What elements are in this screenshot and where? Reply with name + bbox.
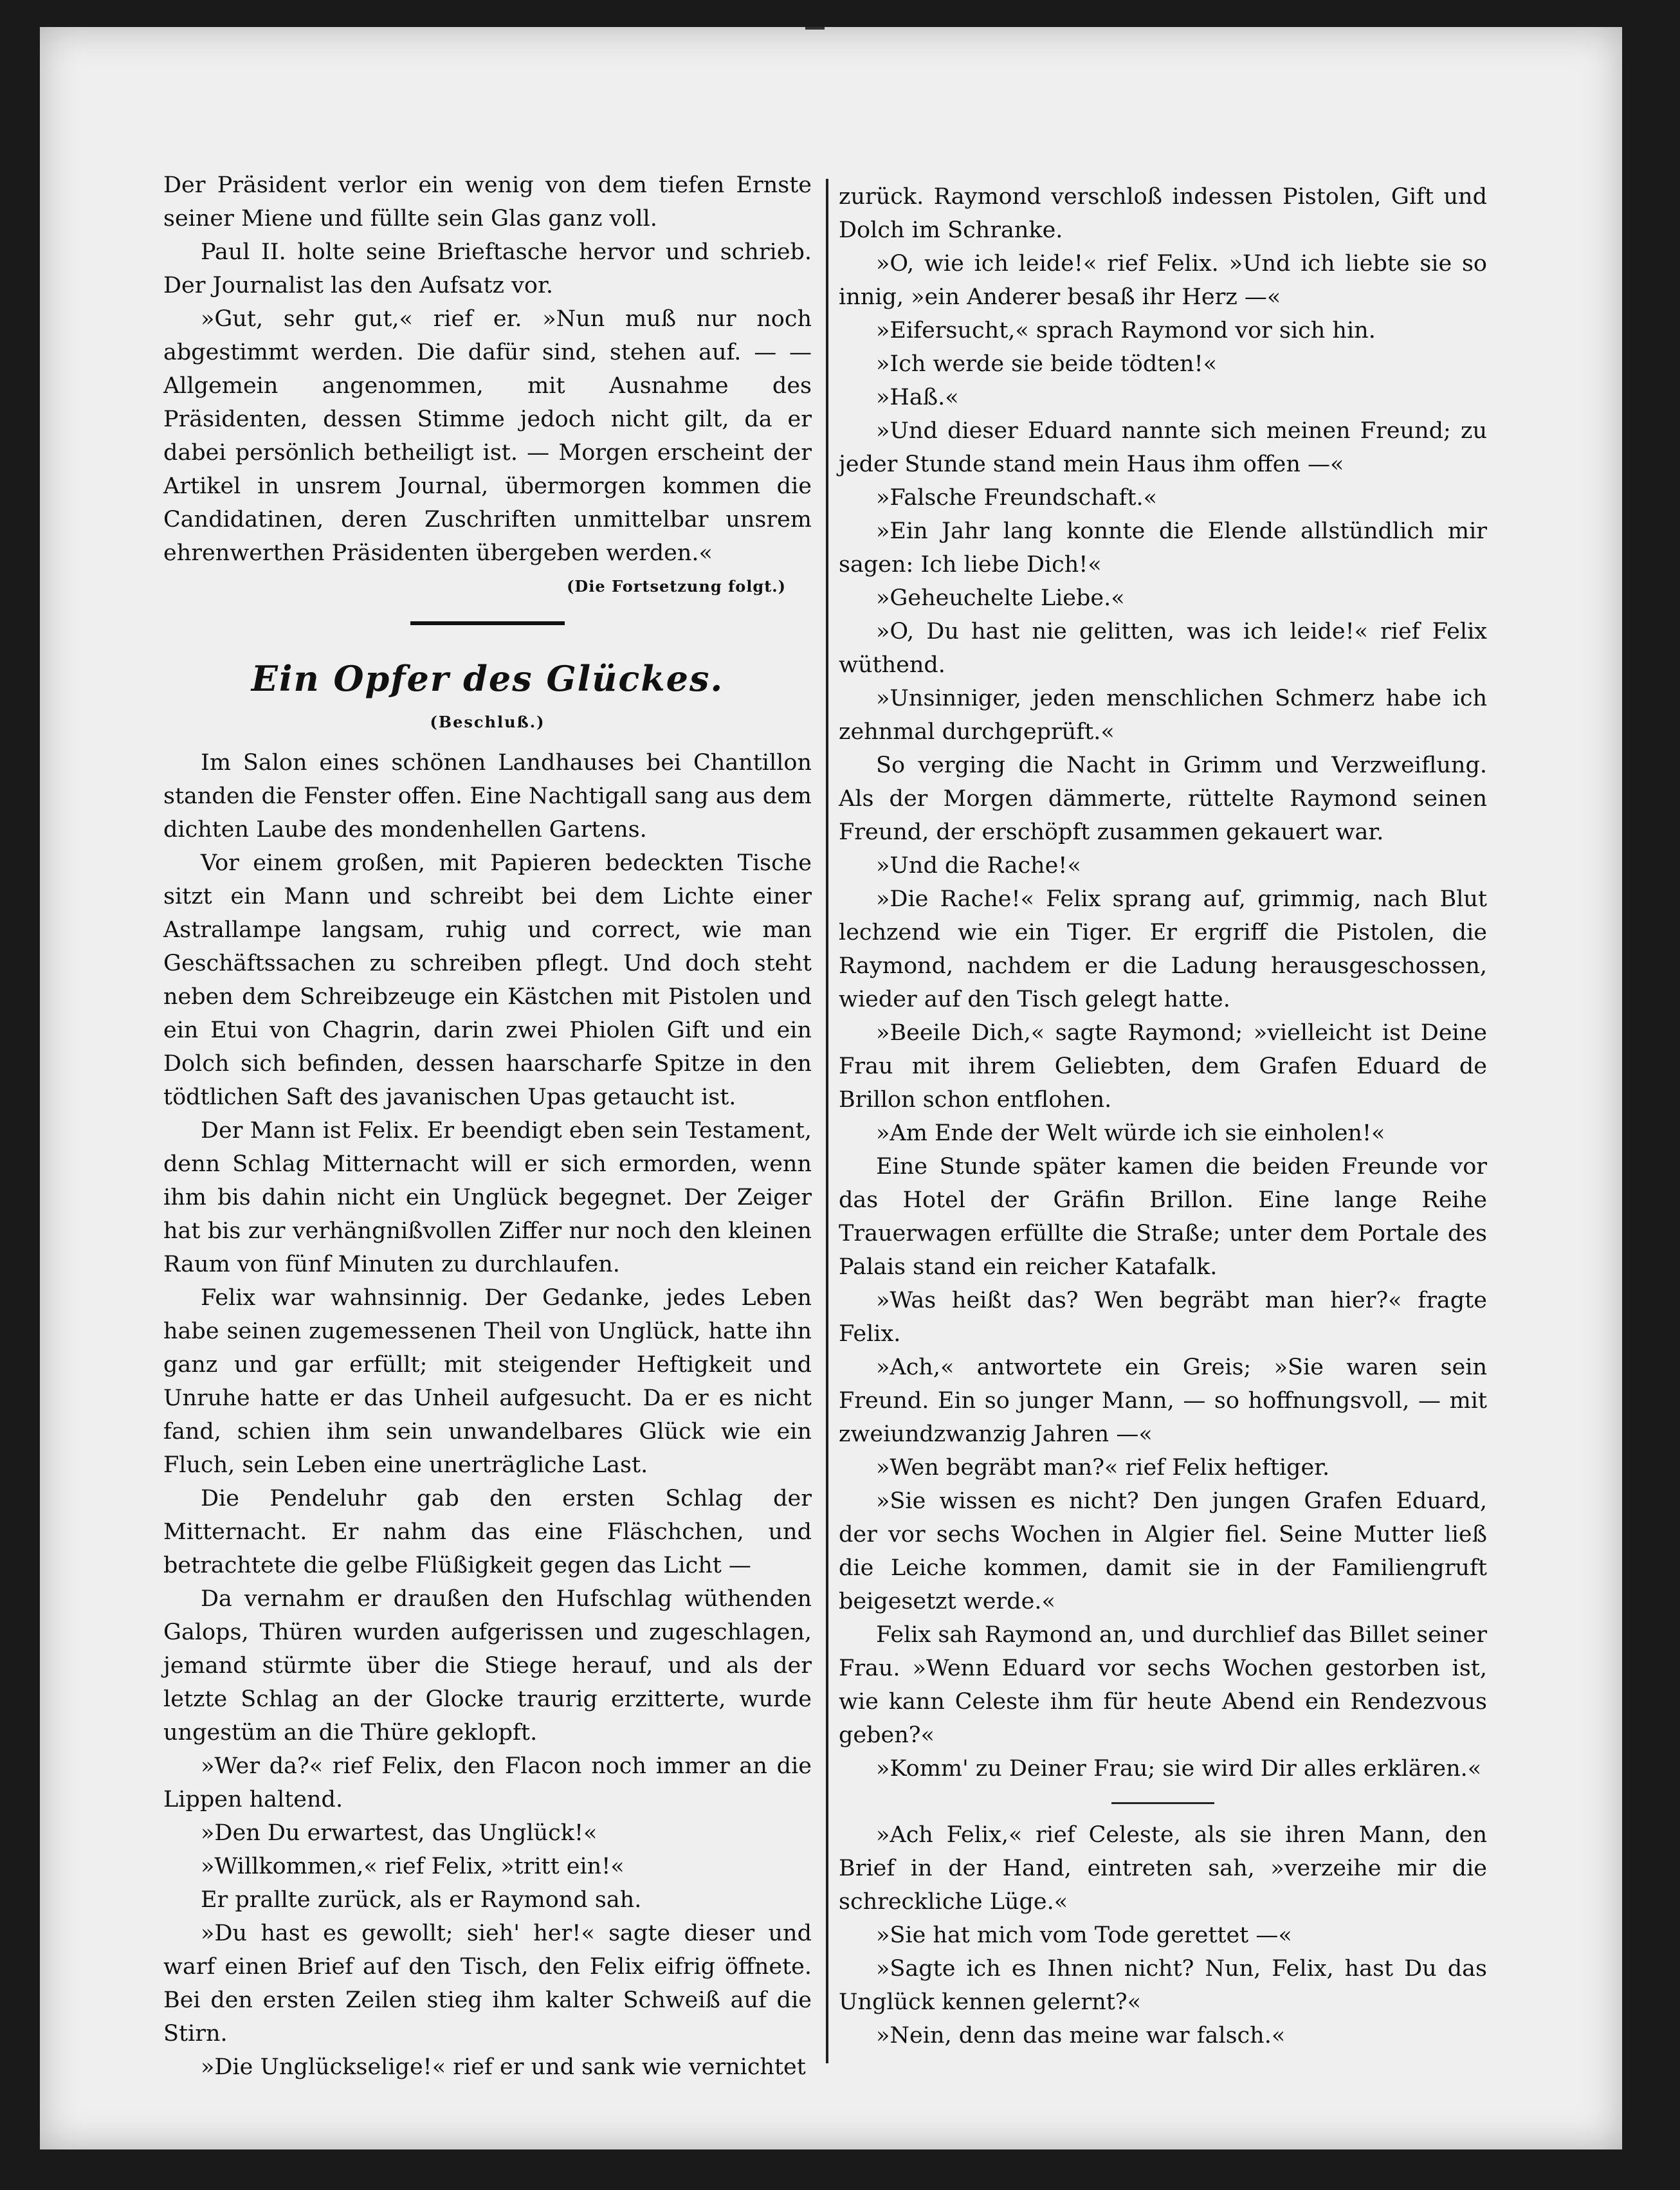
paragraph: Felix sah Raymond an, und durchlief das Billet seiner Frau. »Wenn Eduard vor sechs Wochen gestorben ist, wie kann Celeste ihm für heute Abend ein Rendezvous geben?« (839, 1622, 1487, 1748)
paragraph: »Die Rache!« Felix sprang auf, grimmig, nach Blut lechzend wie ein Tiger. Er ergriff die Pistolen, die Raymond, nachdem er die Ladung herausgeschossen, wieder auf den Tisch gelegt hatte. (839, 886, 1487, 1012)
paragraph: »Was heißt das? Wen begräbt man hier?« fragte Felix. (839, 1288, 1487, 1347)
paragraph: »O, wie ich leide!« rief Felix. »Und ich liebte sie so innig, »ein Anderer besaß ihr Herz —« (839, 251, 1487, 310)
section-separator (410, 621, 565, 625)
paragraph: »Sie hat mich vom Tode gerettet —« (876, 1922, 1292, 1948)
left-column (163, 169, 812, 2084)
paragraph: »Ein Jahr lang konnte die Elende allstündlich mir sagen: Ich liebe Dich!« (839, 518, 1487, 578)
paragraph: »Beeile Dich,« sagte Raymond; »vielleicht ist Deine Frau mit ihrem Geliebten, dem Grafen Eduard de Brillon schon entflohen. (839, 1020, 1487, 1113)
paragraph: Er prallte zurück, als er Raymond sah. (201, 1887, 642, 1913)
paragraph: »Sagte ich es Ihnen nicht? Nun, Felix, hast Du das Unglück kennen gelernt?« (839, 1956, 1487, 2015)
paragraph: »Willkommen,« rief Felix, »tritt ein!« (201, 1854, 625, 1879)
paragraph: So verging die Nacht in Grimm und Verzweiflung. Als der Morgen dämmerte, rüttelte Raymond seinen Freund, der erschöpft zusammen gekauert war. (839, 753, 1487, 845)
paragraph: »Falsche Freundschaft.« (876, 485, 1158, 511)
newspaper-page (40, 27, 1622, 2149)
paragraph: »Eifersucht,« sprach Raymond vor sich hin. (876, 318, 1376, 343)
paragraph: Im Salon eines schönen Landhauses bei Chantillon standen die Fenster offen. Eine Nachtigall sang aus dem dichten Laube des mondenhellen Gartens. (163, 750, 812, 843)
column-divider (826, 179, 828, 2063)
paragraph: Paul II. holte seine Brieftasche hervor und schrieb. Der Journalist las den Aufsatz vor. (163, 239, 812, 298)
right-column (839, 180, 1487, 2052)
paragraph: »Sie wissen es nicht? Den jungen Grafen Eduard, der vor sechs Wochen in Algier fiel. Seine Mutter ließ die Leiche kommen, damit sie in der Familiengruft beigesetzt werde.« (839, 1488, 1487, 1614)
paragraph: »Gut, sehr gut,« rief er. »Nun muß nur noch abgestimmt werden. Die dafür sind, stehen auf. — — Allgemein angenommen, mit Ausnahme des Präsidenten, dessen Stimme jedoch nicht gilt, da er dabei persönlich betheiligt ist. — Morgen erscheint der Artikel in unsrem Journal, übermorgen kommen die Candidatinen, deren Zuschriften unmittelbar unsrem ehrenwerthen Präsidenten übergeben werden.« (163, 306, 812, 566)
story-subtitle: (Beschluß.) (430, 713, 545, 731)
paragraph: Der Mann ist Felix. Er beendigt eben sein Testament, denn Schlag Mitternacht will er sich ermorden, wenn ihm bis dahin nicht ein Unglück begegnet. Der Zeiger hat bis zur verhängnißvollen Ziffer nur noch den kleinen Raum von fünf Minuten zu durchlaufen. (163, 1118, 812, 1277)
paragraph: »Unsinniger, jeden menschlichen Schmerz habe ich zehnmal durchgeprüft.« (839, 686, 1487, 745)
paragraph: »Ach,« antwortete ein Greis; »Sie waren sein Freund. Ein so junger Mann, — so hoffnungsvoll, — mit zweiundzwanzig Jahren —« (839, 1355, 1487, 1447)
paragraph: »Und dieser Eduard nannte sich meinen Freund; zu jeder Stunde stand mein Haus ihm offen —« (839, 418, 1487, 477)
paragraph: »Ich werde sie beide tödten!« (876, 351, 1218, 377)
paragraph: »Geheuchelte Liebe.« (876, 585, 1125, 611)
paragraph: »O, Du hast nie gelitten, was ich leide!« rief Felix wüthend. (839, 619, 1487, 678)
paragraph: Vor einem großen, mit Papieren bedeckten Tische sitzt ein Mann und schreibt bei dem Lichte einer Astrallampe langsam, ruhig und correct, wie man Geschäftssachen zu schreiben pflegt. Und doch steht neben dem Schreibzeuge ein Kästchen mit Pistolen und ein Etui von Chagrin, darin zwei Phiolen Gift und ein Dolch sich befinden, dessen haarscharfe Spitze in den tödtlichen Saft des javanischen Upas getaucht ist. (163, 850, 812, 1110)
scene-separator (1111, 1802, 1214, 1804)
paragraph: »Komm' zu Deiner Frau; sie wird Dir alles erklären.« (876, 1756, 1482, 1782)
paragraph: Eine Stunde später kamen die beiden Freunde vor das Hotel der Gräfin Brillon. Eine lange Reihe Trauerwagen erfüllte die Straße; unter dem Portale des Palais stand ein reicher Katafalk. (839, 1154, 1487, 1280)
paragraph: »Nein, denn das meine war falsch.« (876, 2023, 1286, 2049)
paragraph: Da vernahm er draußen den Hufschlag wüthenden Galops, Thüren wurden aufgerissen und zugeschlagen, jemand stürmte über die Stiege herauf, und als der letzte Schlag an der Glocke traurig erzitterte, wurde ungestüm an die Thüre geklopft. (163, 1586, 812, 1746)
paragraph: zurück. Raymond verschloß indessen Pistolen, Gift und Dolch im Schranke. (839, 184, 1487, 243)
paragraph: Die Pendeluhr gab den ersten Schlag der Mitternacht. Er nahm das eine Fläschchen, und betrachtete die gelbe Flüßigkeit gegen das Licht — (163, 1486, 812, 1578)
paragraph: Der Präsident verlor ein wenig von dem tiefen Ernste seiner Miene und füllte sein Glas ganz voll. (163, 172, 812, 232)
paragraph: »Wer da?« rief Felix, den Flacon noch immer an die Lippen haltend. (163, 1753, 812, 1812)
top-mark (805, 27, 825, 30)
story-title: Ein Opfer des Glückes. (251, 658, 724, 699)
paragraph: »Wen begräbt man?« rief Felix heftiger. (876, 1455, 1330, 1481)
paragraph: »Haß.« (876, 385, 959, 410)
paragraph: »Ach Felix,« rief Celeste, als sie ihren Mann, den Brief in der Hand, eintreten sah, »verzeihe mir die schreckliche Lüge.« (839, 1822, 1487, 1915)
paragraph: Felix war wahnsinnig. Der Gedanke, jedes Leben habe seinen zugemessenen Theil von Unglück, hatte ihn ganz und gar erfüllt; mit steigender Heftigkeit und Unruhe hatte er das Unheil aufgesucht. Da er es nicht fand, schien ihm sein unwandelbares Glück wie ein Fluch, sein Leben eine unerträgliche Last. (163, 1285, 812, 1478)
paragraph: »Die Unglückselige!« rief er und sank wie vernichtet (201, 2054, 806, 2080)
paragraph: »Am Ende der Welt würde ich sie einholen!« (876, 1120, 1385, 1146)
continuation-note: (Die Fortsetzung folgt.) (567, 577, 786, 596)
paragraph: »Und die Rache!« (876, 853, 1081, 879)
paragraph: »Du hast es gewollt; sieh' her!« sagte dieser und warf einen Brief auf den Tisch, den Felix eifrig öffnete. Bei den ersten Zeilen stieg ihm kalter Schweiß auf die Stirn. (163, 1921, 812, 2047)
paragraph: »Den Du erwartest, das Unglück!« (201, 1820, 598, 1846)
